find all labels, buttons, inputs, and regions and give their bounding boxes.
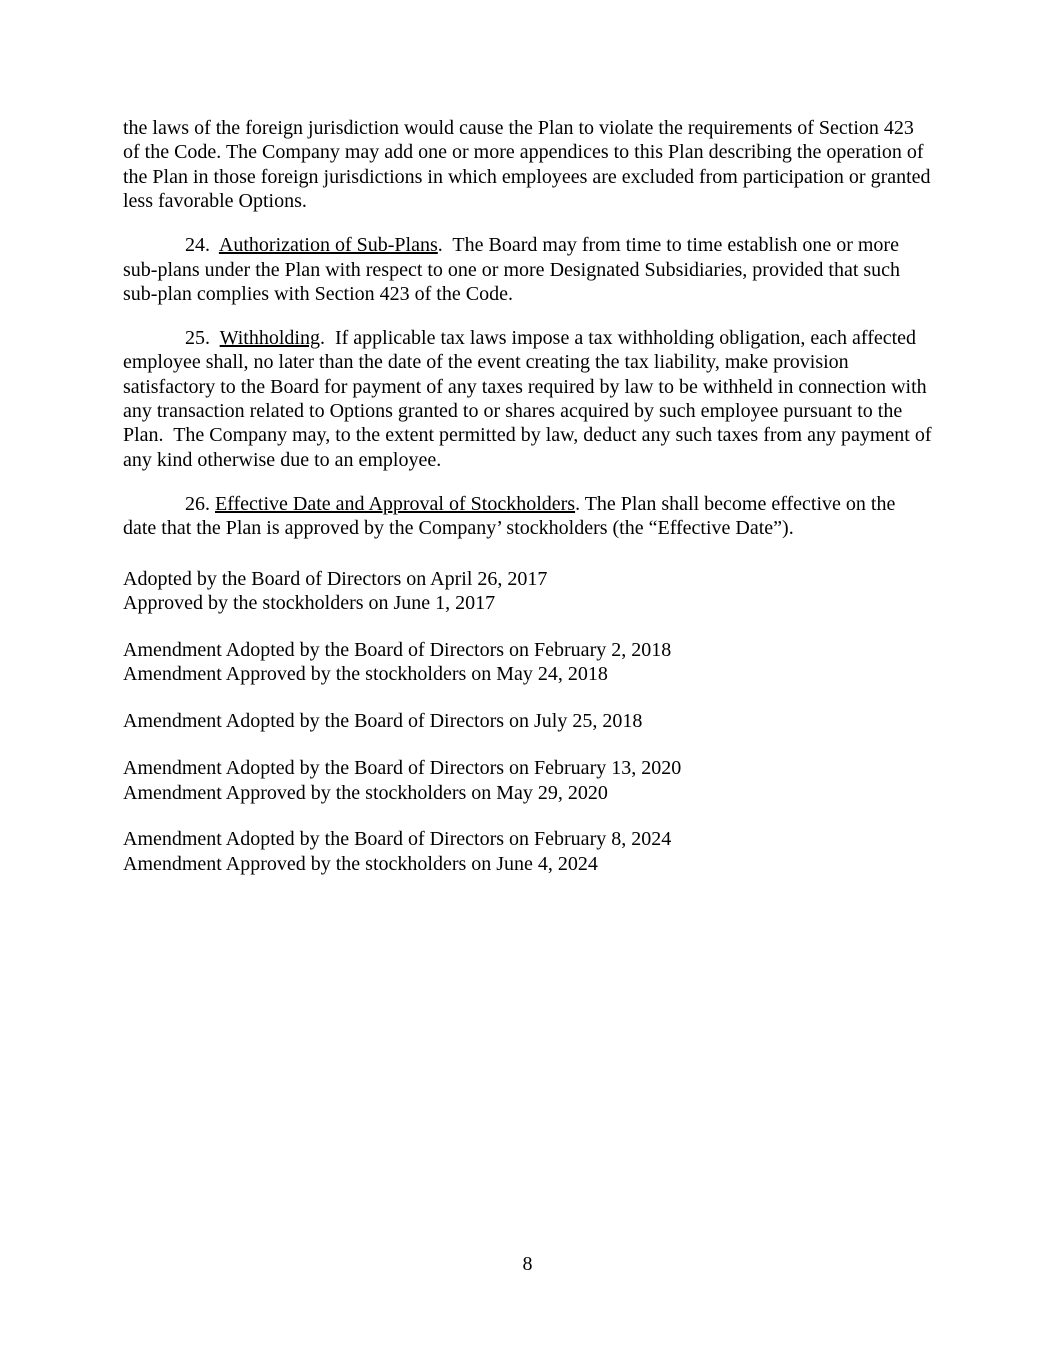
adoption-line: Amendment Adopted by the Board of Directors on February 2, 2018 [123, 638, 672, 661]
adoption-history-group-2020 [123, 756, 933, 805]
section-25-title: Withholding [219, 326, 320, 349]
adoption-history [123, 567, 933, 877]
adoption-line: Amendment Approved by the stockholders on May 24, 2018 [123, 663, 608, 686]
section-24-title: Authorization of Sub-Plans [218, 234, 438, 257]
section-26-number: 26. [185, 492, 215, 515]
adoption-line: Amendment Adopted by the Board of Directors on February 8, 2024 [123, 828, 672, 851]
section-25-paragraph [123, 326, 937, 472]
section-26-body: . The Plan shall become effective on the date that the Plan is approved by the Company’ stockholders (the “Effective Date”). [123, 492, 901, 540]
section-25-body: . If applicable tax laws impose a tax withholding obligation, each affected employee shall, no later than the date of the event creating the tax liability, make provision satisfactory to the Board for payment of any taxes required by law to be withheld in connection with any transaction related to Options granted to or shares acquired by such employee pursuant to the Plan. The Company may, to the extent permitted by law, deduct any such taxes from any payment of any kind otherwise due to an employee. [123, 326, 937, 471]
section-24-paragraph [123, 233, 933, 306]
section-26-title: Effective Date and Approval of Stockholders [215, 492, 576, 515]
section-24-number: 24. [185, 234, 219, 257]
adoption-history-group-2017 [123, 567, 933, 616]
adoption-line: Adopted by the Board of Directors on April 26, 2017 [123, 567, 548, 590]
adoption-history-group-2024 [123, 827, 933, 876]
adoption-line: Amendment Adopted by the Board of Directors on February 13, 2020 [123, 757, 682, 780]
adoption-history-group-2018-jul [123, 709, 933, 733]
adoption-line: Approved by the stockholders on June 1, 2017 [123, 592, 496, 614]
adoption-line: Amendment Approved by the stockholders on June 4, 2024 [123, 852, 598, 875]
section-25-number: 25. [185, 326, 220, 349]
section-26-paragraph [123, 492, 933, 541]
continuation-paragraph: the laws of the foreign jurisdiction would cause the Plan to violate the requirements of Section 423 of the Code. The Company may add one or more appendices to this Plan describing the operation of the Plan in those foreign jurisdictions in which employees are excluded from participation or granted less favorable Options. [123, 117, 936, 213]
section-24-body: . The Board may from time to time establish one or more sub-plans under the Plan with respect to one or more Designated Subsidiaries, provided that such sub-plan complies with Section 423 of the Code. [123, 234, 906, 305]
adoption-line: Amendment Approved by the stockholders on May 29, 2020 [123, 781, 608, 804]
page-number: 8 [522, 1253, 533, 1275]
adoption-history-group-2018-feb [123, 638, 933, 687]
adoption-line: Amendment Adopted by the Board of Directors on July 25, 2018 [123, 710, 643, 733]
